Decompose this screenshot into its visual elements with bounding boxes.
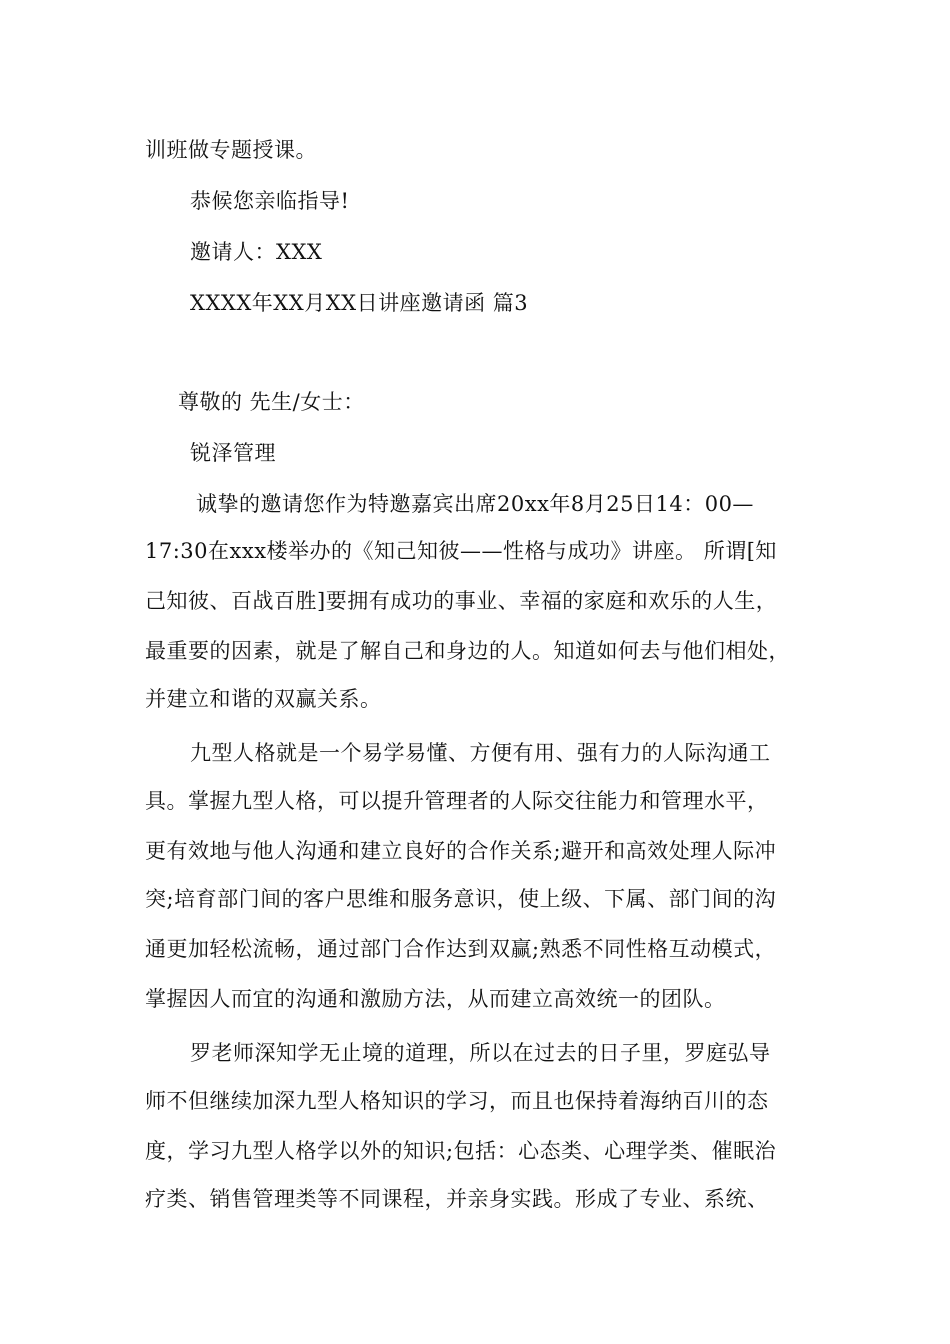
text-line: 九型人格就是一个易学易懂、方便有用、强有力的人际沟通工	[190, 741, 771, 765]
text-line: 具。掌握九型人格，可以提升管理者的人际交往能力和管理水平，	[145, 789, 769, 813]
text-line: 罗老师深知学无止境的道理，所以在过去的日子里，罗庭弘导	[190, 1041, 771, 1065]
text-line: 最重要的因素，就是了解自己和身边的人。知道如何去与他们相处，	[145, 639, 790, 663]
text-line: 疗类、销售管理类等不同课程，并亲身实践。形成了专业、系统、	[145, 1187, 769, 1211]
text-line: 掌握因人而宜的沟通和激励方法，从而建立高效统一的团队。	[145, 987, 726, 1011]
text-line: 锐泽管理	[190, 441, 276, 465]
text-line: 恭候您亲临指导!	[190, 189, 350, 213]
text-line: 度，学习九型人格学以外的知识;包括：心态类、心理学类、催眠治	[145, 1139, 777, 1163]
text-line: 师不但继续加深九型人格知识的学习，而且也保持着海纳百川的态	[145, 1089, 769, 1113]
text-line: 更有效地与他人沟通和建立良好的合作关系;避开和高效处理人际冲	[145, 839, 777, 863]
text-line: 诚挚的邀请您作为特邀嘉宾出席20xx年8月25日14：00—	[196, 492, 754, 516]
text-line: 突;培育部门间的客户思维和服务意识，使上级、下属、部门间的沟	[145, 887, 777, 911]
text-line: 通更加轻松流畅，通过部门合作达到双赢;熟悉不同性格互动模式，	[145, 937, 777, 961]
text-line: 训班做专题授课。	[145, 138, 317, 162]
text-line: XXXX年XX月XX日讲座邀请函 篇3	[190, 291, 529, 315]
text-line: 己知彼、百战百胜]要拥有成功的事业、幸福的家庭和欢乐的人生，	[145, 589, 778, 613]
text-line: 尊敬的 先生/女士：	[178, 390, 365, 414]
text-line: 17:30在xxx楼举办的《知己知彼——性格与成功》讲座。 所谓[知	[145, 539, 777, 563]
text-line: 并建立和谐的双赢关系。	[145, 687, 382, 711]
text-line: 邀请人：XXX	[190, 240, 323, 264]
